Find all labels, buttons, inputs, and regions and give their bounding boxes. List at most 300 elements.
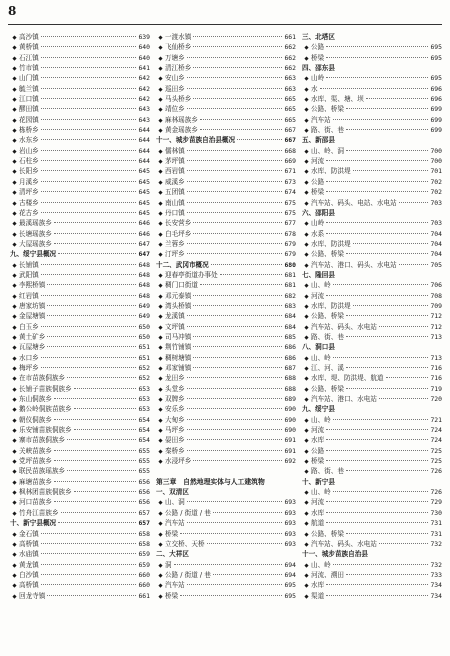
entry-label: 六、邵阳县 bbox=[302, 208, 335, 217]
dot-leader bbox=[54, 501, 136, 502]
dot-leader bbox=[187, 408, 283, 409]
diamond-bullet-icon: ◆ bbox=[12, 293, 17, 300]
toc-entry bbox=[302, 518, 442, 528]
dot-leader bbox=[326, 595, 428, 596]
toc-entry bbox=[302, 229, 442, 239]
dot-leader bbox=[346, 150, 428, 151]
entry-page-number: 640 bbox=[138, 43, 150, 52]
entry-label: 兰蓉乡 bbox=[165, 239, 185, 248]
diamond-bullet-icon: ◆ bbox=[158, 314, 163, 321]
entry-page-number: 663 bbox=[284, 84, 296, 93]
entry-label: 东山侗族乡 bbox=[19, 395, 52, 404]
dot-leader bbox=[187, 88, 283, 89]
dot-leader bbox=[326, 522, 428, 523]
dot-leader bbox=[326, 233, 428, 234]
dot-leader bbox=[346, 336, 428, 337]
entry-page-number: 729 bbox=[430, 498, 442, 507]
dot-leader bbox=[353, 170, 429, 171]
entry-page-number: 663 bbox=[284, 74, 296, 83]
toc-entry bbox=[302, 42, 442, 52]
entry-label: 公路 bbox=[311, 43, 325, 52]
diamond-bullet-icon: ◆ bbox=[12, 272, 17, 279]
diamond-bullet-icon: ◆ bbox=[304, 221, 309, 228]
entry-label: 高沙镇 bbox=[19, 33, 39, 41]
entry-label: 邓元泰镇 bbox=[165, 291, 192, 300]
diamond-bullet-icon: ◆ bbox=[304, 159, 309, 166]
dot-leader bbox=[47, 346, 136, 347]
entry-page-number: 667 bbox=[284, 126, 296, 135]
toc-entry bbox=[10, 177, 150, 187]
toc-entry bbox=[156, 301, 296, 311]
dot-leader bbox=[41, 77, 137, 78]
diamond-bullet-icon: ◆ bbox=[304, 231, 309, 238]
diamond-bullet-icon: ◆ bbox=[12, 45, 17, 52]
entry-label: 七、隆回县 bbox=[302, 270, 335, 279]
entry-label: 汽车站、码头、电站、水电站 bbox=[311, 198, 397, 207]
entry-page-number: 645 bbox=[138, 167, 150, 176]
diamond-bullet-icon: ◆ bbox=[304, 593, 309, 600]
dot-leader bbox=[333, 284, 429, 285]
diamond-bullet-icon: ◆ bbox=[304, 241, 309, 248]
dot-leader bbox=[187, 150, 283, 151]
toc-entry bbox=[302, 104, 442, 114]
toc-entry bbox=[302, 497, 442, 507]
dot-leader bbox=[193, 67, 282, 68]
toc-entry bbox=[156, 146, 296, 156]
entry-label: 桥梁 bbox=[311, 53, 325, 62]
diamond-bullet-icon: ◆ bbox=[304, 469, 309, 476]
entry-page-number: 706 bbox=[430, 281, 442, 290]
dot-leader bbox=[207, 543, 283, 544]
entry-page-number: 693 bbox=[284, 498, 296, 507]
toc-entry bbox=[302, 384, 442, 394]
entry-page-number: 684 bbox=[284, 312, 296, 321]
diamond-bullet-icon: ◆ bbox=[158, 572, 163, 579]
dot-leader bbox=[193, 98, 282, 99]
dot-leader bbox=[187, 108, 283, 109]
entry-page-number: 642 bbox=[138, 95, 150, 104]
entry-page-number: 704 bbox=[430, 229, 442, 238]
entry-label: 公路、桥梁 bbox=[311, 312, 344, 321]
entry-label: 十、新宁县概况 bbox=[10, 519, 57, 528]
diamond-bullet-icon: ◆ bbox=[158, 210, 163, 217]
dot-leader bbox=[353, 305, 429, 306]
toc-entry bbox=[10, 311, 150, 321]
entry-label: 麻林瑶族乡 bbox=[165, 115, 198, 124]
dot-leader bbox=[54, 481, 136, 482]
toc-entry bbox=[302, 425, 442, 435]
diamond-bullet-icon: ◆ bbox=[12, 397, 17, 404]
entry-page-number: 702 bbox=[430, 188, 442, 197]
toc-entry bbox=[10, 332, 150, 342]
entry-label: 路、街、巷 bbox=[311, 332, 344, 341]
entry-page-number: 648 bbox=[138, 291, 150, 300]
diamond-bullet-icon: ◆ bbox=[158, 386, 163, 393]
entry-label: 湾头桥镇 bbox=[165, 301, 192, 310]
entry-page-number: 643 bbox=[138, 115, 150, 124]
entry-label: 河流、溯田 bbox=[311, 570, 344, 579]
entry-label: 茅坪镇 bbox=[165, 157, 185, 166]
entry-page-number: 651 bbox=[138, 343, 150, 352]
dot-leader bbox=[326, 160, 428, 161]
toc-entry bbox=[10, 94, 150, 104]
entry-page-number: 648 bbox=[138, 281, 150, 290]
entry-page-number: 704 bbox=[430, 250, 442, 259]
diamond-bullet-icon: ◆ bbox=[158, 562, 163, 569]
entry-page-number: 671 bbox=[284, 167, 296, 176]
diamond-bullet-icon: ◆ bbox=[304, 97, 309, 104]
diamond-bullet-icon: ◆ bbox=[158, 334, 163, 341]
toc-entry bbox=[10, 487, 150, 497]
entry-label: 双牌乡 bbox=[165, 395, 185, 404]
entry-label: 十一、城步苗族自治县 bbox=[302, 550, 368, 559]
entry-label: 高桥镇 bbox=[19, 539, 39, 548]
section-heading bbox=[302, 208, 442, 218]
entry-page-number: 690 bbox=[284, 415, 296, 424]
entry-label: 水库 bbox=[311, 436, 325, 445]
entry-page-number: 732 bbox=[430, 560, 442, 569]
toc-entry bbox=[10, 208, 150, 218]
section-heading bbox=[10, 518, 150, 528]
dot-leader bbox=[41, 212, 137, 213]
entry-page-number: 712 bbox=[430, 322, 442, 331]
toc-entry bbox=[302, 394, 442, 404]
dot-leader bbox=[346, 574, 428, 575]
toc-entry bbox=[156, 508, 296, 518]
entry-label: 路、街、巷 bbox=[311, 126, 344, 135]
diamond-bullet-icon: ◆ bbox=[158, 324, 163, 331]
entry-label: 晏田乡 bbox=[165, 436, 185, 445]
dot-leader bbox=[54, 222, 136, 223]
dot-leader bbox=[187, 388, 283, 389]
entry-page-number: 648 bbox=[138, 260, 150, 269]
entry-label: 水浸坪乡 bbox=[165, 457, 192, 466]
entry-page-number: 734 bbox=[430, 591, 442, 600]
entry-label: 唐家坊镇 bbox=[19, 301, 46, 310]
diamond-bullet-icon: ◆ bbox=[12, 35, 17, 41]
toc-entry bbox=[10, 508, 150, 518]
toc-entry bbox=[10, 529, 150, 539]
diamond-bullet-icon: ◆ bbox=[158, 541, 163, 548]
entry-page-number: 688 bbox=[284, 374, 296, 383]
dot-leader bbox=[386, 377, 429, 378]
entry-page-number: 645 bbox=[138, 177, 150, 186]
entry-label: 水库、防洪堤 bbox=[311, 239, 351, 248]
toc-entry bbox=[302, 363, 442, 373]
diamond-bullet-icon: ◆ bbox=[304, 262, 309, 269]
entry-page-number: 693 bbox=[284, 529, 296, 538]
toc-entry bbox=[302, 84, 442, 94]
diamond-bullet-icon: ◆ bbox=[12, 86, 17, 93]
toc-entry bbox=[156, 404, 296, 414]
toc-entry bbox=[302, 177, 442, 187]
dot-leader bbox=[54, 450, 136, 451]
toc-entry bbox=[10, 477, 150, 487]
toc-entry bbox=[156, 208, 296, 218]
toc-entry bbox=[10, 135, 150, 145]
toc-entry bbox=[10, 384, 150, 394]
dot-leader bbox=[41, 150, 137, 151]
entry-label: 黄土矿乡 bbox=[19, 332, 46, 341]
diamond-bullet-icon: ◆ bbox=[158, 159, 163, 166]
dot-leader bbox=[187, 77, 283, 78]
toc-entry bbox=[156, 332, 296, 342]
entry-label: 古楼乡 bbox=[19, 198, 39, 207]
dot-leader bbox=[326, 191, 428, 192]
entry-label: 白玉乡 bbox=[19, 322, 39, 331]
diamond-bullet-icon: ◆ bbox=[304, 324, 309, 331]
entry-label: 四、邵东县 bbox=[302, 64, 335, 73]
diamond-bullet-icon: ◆ bbox=[12, 97, 17, 104]
dot-leader bbox=[174, 564, 283, 565]
toc-entry bbox=[302, 570, 442, 580]
entry-page-number: 703 bbox=[430, 219, 442, 228]
diamond-bullet-icon: ◆ bbox=[158, 521, 163, 528]
dot-leader bbox=[58, 522, 136, 523]
toc-entry bbox=[156, 115, 296, 125]
dot-leader bbox=[54, 419, 136, 420]
entry-page-number: 690 bbox=[284, 426, 296, 435]
toc-entry bbox=[10, 435, 150, 445]
dot-leader bbox=[213, 512, 283, 513]
dot-leader bbox=[326, 46, 428, 47]
entry-label: 十、新宁县 bbox=[302, 477, 335, 486]
dot-leader bbox=[200, 129, 282, 130]
diamond-bullet-icon: ◆ bbox=[304, 386, 309, 393]
section-heading bbox=[156, 487, 296, 497]
toc-entry bbox=[156, 280, 296, 290]
toc-entry bbox=[156, 177, 296, 187]
entry-label: 山、岭 bbox=[311, 415, 331, 424]
dot-leader bbox=[54, 243, 136, 244]
diamond-bullet-icon: ◆ bbox=[304, 334, 309, 341]
entry-label: 迎春亭街道办事处 bbox=[165, 270, 218, 279]
entry-label: 公路、桥梁 bbox=[311, 105, 344, 114]
toc-entry bbox=[10, 415, 150, 425]
diamond-bullet-icon: ◆ bbox=[158, 500, 163, 507]
entry-label: 公路 bbox=[311, 177, 325, 186]
entry-page-number: 695 bbox=[430, 43, 442, 52]
entry-page-number: 668 bbox=[284, 146, 296, 155]
dot-leader bbox=[326, 450, 428, 451]
dot-leader bbox=[187, 501, 283, 502]
entry-page-number: 726 bbox=[430, 467, 442, 476]
entry-page-number: 644 bbox=[138, 157, 150, 166]
entry-page-number: 700 bbox=[430, 157, 442, 166]
dot-leader bbox=[187, 315, 283, 316]
entry-page-number: 704 bbox=[430, 239, 442, 248]
entry-page-number: 656 bbox=[138, 488, 150, 497]
entry-page-number: 653 bbox=[138, 384, 150, 393]
toc-entry bbox=[302, 260, 442, 270]
dot-leader bbox=[187, 522, 283, 523]
toc-entry bbox=[156, 560, 296, 570]
entry-label: 渠道 bbox=[311, 591, 325, 600]
entry-label: 竹舟江苗族乡 bbox=[19, 508, 59, 517]
toc-entry bbox=[10, 363, 150, 373]
entry-label: 花古乡 bbox=[19, 208, 39, 217]
entry-page-number: 659 bbox=[138, 560, 150, 569]
dot-leader bbox=[41, 564, 137, 565]
toc-entry bbox=[10, 539, 150, 549]
section-heading bbox=[156, 260, 296, 270]
entry-label: 石柱乡 bbox=[19, 157, 39, 166]
entry-label: 枫林团苗族侗族乡 bbox=[19, 488, 72, 497]
diamond-bullet-icon: ◆ bbox=[158, 117, 163, 124]
entry-label: 丹口镇 bbox=[165, 208, 185, 217]
diamond-bullet-icon: ◆ bbox=[158, 221, 163, 228]
entry-page-number: 647 bbox=[138, 250, 150, 259]
dot-leader bbox=[333, 357, 429, 358]
entry-page-number: 649 bbox=[138, 312, 150, 321]
diamond-bullet-icon: ◆ bbox=[304, 117, 309, 124]
dot-leader bbox=[220, 274, 283, 275]
toc-entry bbox=[156, 42, 296, 52]
diamond-bullet-icon: ◆ bbox=[304, 355, 309, 362]
dot-leader bbox=[47, 595, 136, 596]
entry-page-number: 658 bbox=[138, 539, 150, 548]
entry-page-number: 686 bbox=[284, 353, 296, 362]
diamond-bullet-icon: ◆ bbox=[158, 35, 163, 41]
entry-label: 高桥镇 bbox=[19, 581, 39, 590]
diamond-bullet-icon: ◆ bbox=[12, 469, 17, 476]
toc-entry bbox=[156, 373, 296, 383]
dot-leader bbox=[41, 88, 137, 89]
entry-label: 安山乡 bbox=[165, 74, 185, 83]
toc-entry bbox=[156, 187, 296, 197]
diamond-bullet-icon: ◆ bbox=[158, 107, 163, 114]
entry-label: 河流 bbox=[311, 498, 325, 507]
entry-label: 长铺子苗族侗族乡 bbox=[19, 384, 72, 393]
dot-leader bbox=[346, 388, 428, 389]
toc-entry bbox=[10, 446, 150, 456]
toc-entry bbox=[302, 580, 442, 590]
entry-label: 水库、堤、防洪堤、航道 bbox=[311, 374, 384, 383]
entry-label: 瓦屋塘乡 bbox=[19, 343, 46, 352]
diamond-bullet-icon: ◆ bbox=[158, 66, 163, 73]
entry-page-number: 731 bbox=[430, 529, 442, 538]
dot-leader bbox=[326, 429, 428, 430]
toc-entry bbox=[302, 591, 442, 601]
diamond-bullet-icon: ◆ bbox=[304, 510, 309, 517]
toc-entry bbox=[302, 435, 442, 445]
entry-label: 清江桥乡 bbox=[165, 64, 192, 73]
diamond-bullet-icon: ◆ bbox=[12, 510, 17, 517]
toc-entry bbox=[10, 73, 150, 83]
dot-leader bbox=[346, 367, 428, 368]
entry-label: 白沙镇 bbox=[19, 570, 39, 579]
entry-label: 水系 bbox=[311, 229, 325, 238]
diamond-bullet-icon: ◆ bbox=[158, 355, 163, 362]
entry-page-number: 662 bbox=[284, 43, 296, 52]
dot-leader bbox=[399, 264, 429, 265]
toc-entry bbox=[302, 466, 442, 476]
toc-entry bbox=[10, 373, 150, 383]
dot-leader bbox=[193, 357, 282, 358]
entry-page-number: 660 bbox=[138, 570, 150, 579]
entry-label: 十一、城步苗族自治县概况 bbox=[156, 136, 236, 145]
toc-entry bbox=[302, 301, 442, 311]
entry-page-number: 657 bbox=[138, 519, 150, 528]
entry-page-number: 733 bbox=[430, 570, 442, 579]
diamond-bullet-icon: ◆ bbox=[12, 314, 17, 321]
entry-label: 公路、桥梁 bbox=[311, 250, 344, 259]
entry-page-number: 640 bbox=[138, 53, 150, 62]
toc-entry bbox=[156, 580, 296, 590]
toc-entry bbox=[156, 104, 296, 114]
dot-leader bbox=[67, 439, 136, 440]
entry-label: 关峡苗族乡 bbox=[19, 446, 52, 455]
diamond-bullet-icon: ◆ bbox=[304, 459, 309, 466]
toc-entry bbox=[302, 456, 442, 466]
entry-page-number: 645 bbox=[138, 198, 150, 207]
entry-label: 公路 / 街道 / 巷 bbox=[165, 508, 211, 517]
dot-leader bbox=[326, 295, 428, 296]
entry-label: 龙溪镇 bbox=[165, 312, 185, 321]
entry-label: 乐安铺苗族侗族乡 bbox=[19, 426, 72, 435]
entry-page-number: 694 bbox=[284, 570, 296, 579]
entry-page-number: 654 bbox=[138, 426, 150, 435]
section-heading bbox=[156, 135, 296, 145]
dot-leader bbox=[61, 512, 137, 513]
toc-entry bbox=[10, 125, 150, 135]
toc-entry bbox=[156, 73, 296, 83]
toc-entry bbox=[156, 311, 296, 321]
dot-leader bbox=[187, 584, 283, 585]
dot-leader bbox=[58, 253, 136, 254]
entry-page-number: 713 bbox=[430, 332, 442, 341]
diamond-bullet-icon: ◆ bbox=[12, 386, 17, 393]
toc-entry bbox=[156, 394, 296, 404]
diamond-bullet-icon: ◆ bbox=[12, 107, 17, 114]
toc-entry bbox=[302, 115, 442, 125]
diamond-bullet-icon: ◆ bbox=[304, 76, 309, 83]
entry-label: 黄龙镇 bbox=[19, 560, 39, 569]
entry-label: 山、岭 bbox=[311, 281, 331, 290]
dot-leader bbox=[211, 264, 283, 265]
entry-page-number: 665 bbox=[284, 115, 296, 124]
dot-leader bbox=[346, 129, 428, 130]
entry-label: 五、新邵县 bbox=[302, 136, 335, 145]
entry-page-number: 696 bbox=[430, 95, 442, 104]
entry-label: 桥梁 bbox=[165, 529, 179, 538]
entry-page-number: 655 bbox=[138, 457, 150, 466]
diamond-bullet-icon: ◆ bbox=[12, 221, 17, 228]
diamond-bullet-icon: ◆ bbox=[12, 345, 17, 352]
entry-label: 公路 / 街道 / 巷 bbox=[165, 570, 211, 579]
dot-leader bbox=[346, 108, 428, 109]
diamond-bullet-icon: ◆ bbox=[304, 148, 309, 155]
toc-entry bbox=[156, 570, 296, 580]
toc-entry bbox=[10, 146, 150, 156]
entry-page-number: 724 bbox=[430, 426, 442, 435]
section-heading bbox=[302, 404, 442, 414]
toc-entry bbox=[156, 218, 296, 228]
entry-page-number: 665 bbox=[284, 95, 296, 104]
entry-page-number: 681 bbox=[284, 281, 296, 290]
section-heading bbox=[302, 135, 442, 145]
entry-label: 石江镇 bbox=[19, 53, 39, 62]
header-rule bbox=[8, 24, 442, 25]
entry-label: 竹市镇 bbox=[19, 64, 39, 73]
toc-entry bbox=[10, 84, 150, 94]
toc-entry bbox=[156, 539, 296, 549]
entry-page-number: 695 bbox=[430, 74, 442, 83]
entry-label: 公路、桥梁 bbox=[311, 384, 344, 393]
dot-leader bbox=[47, 305, 136, 306]
toc-entry bbox=[302, 166, 442, 176]
entry-label: 江、河、溪 bbox=[311, 364, 344, 372]
